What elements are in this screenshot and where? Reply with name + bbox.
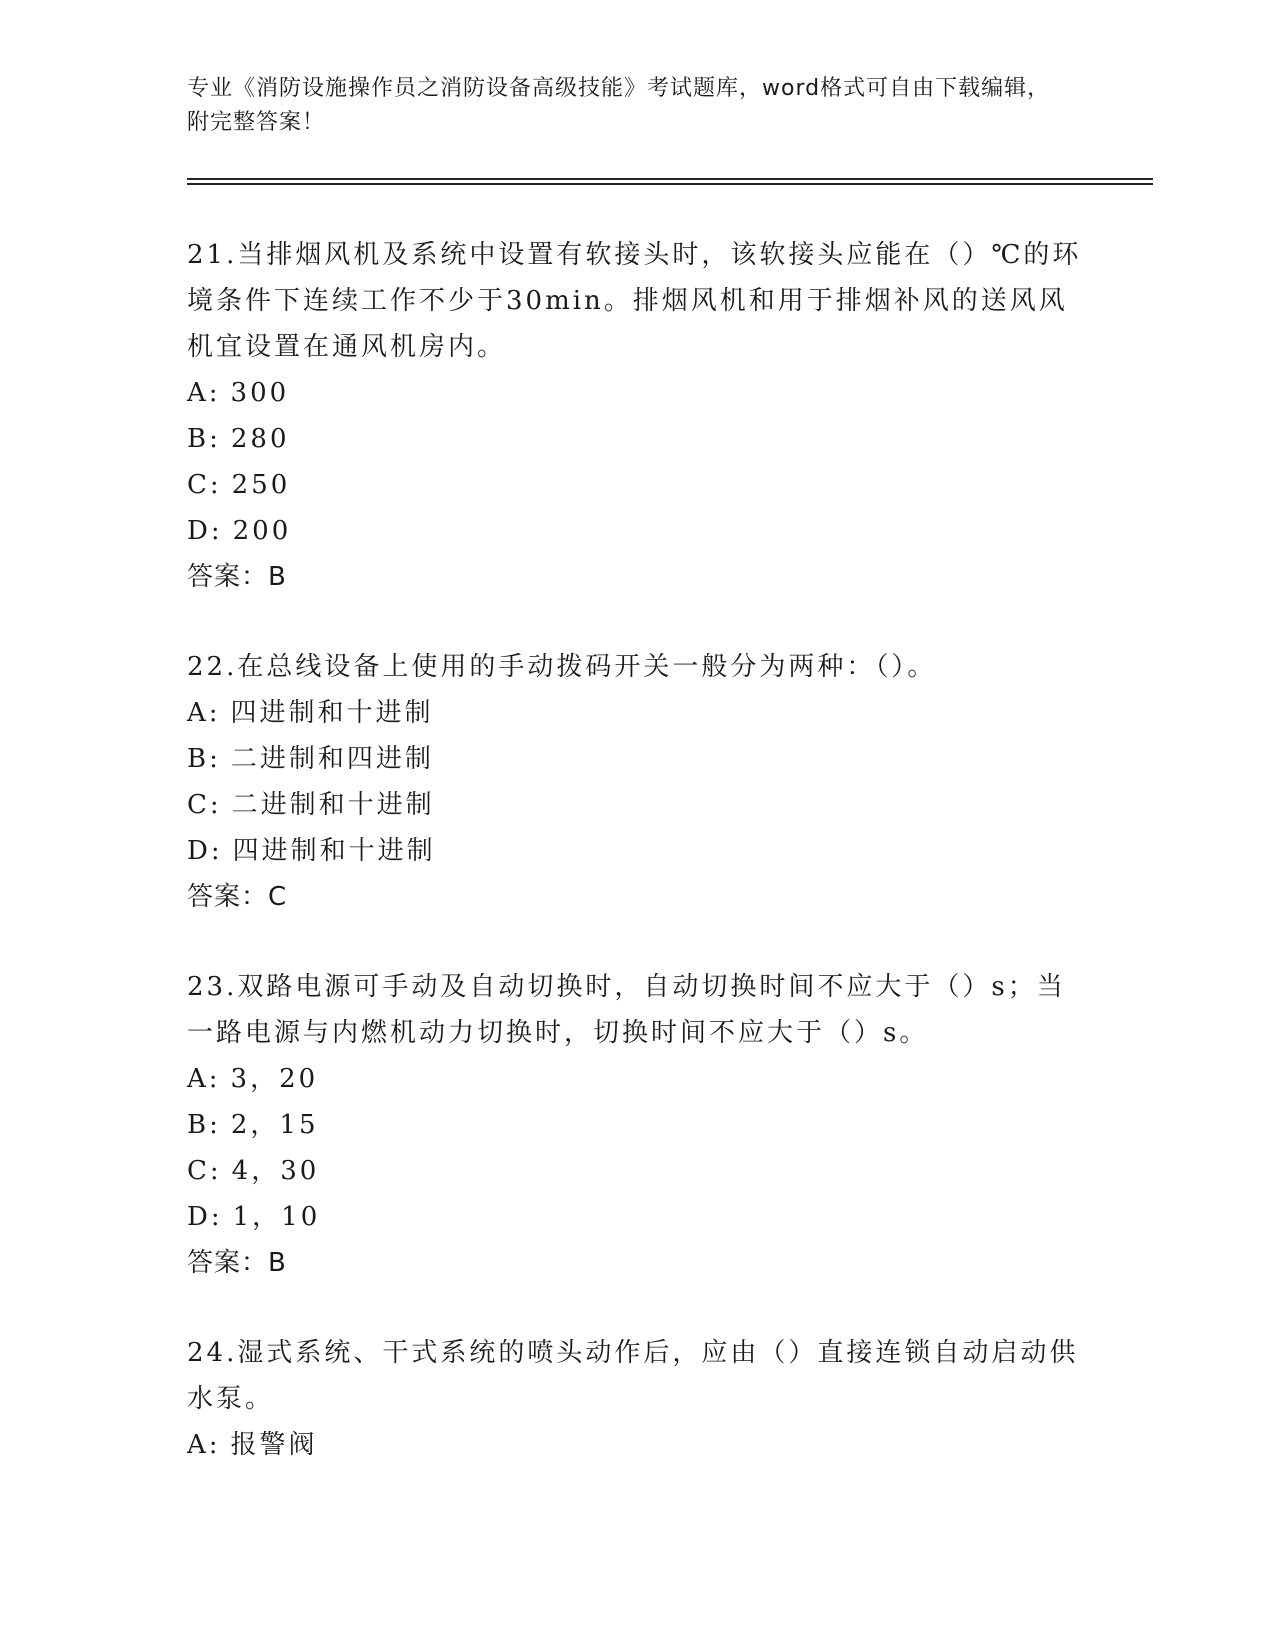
option-key: C [187, 1156, 210, 1186]
option-key: B [187, 744, 210, 774]
question-stem: 24.湿式系统、干式系统的喷头动作后，应由（）直接连锁自动启动供水泵。 [187, 1338, 1079, 1414]
option-c: C : 250 [187, 462, 1087, 508]
option-key: D [187, 516, 211, 546]
option-key: A [187, 378, 209, 408]
question-list [187, 232, 1087, 1512]
option-key: A [187, 1430, 209, 1460]
option-key: B [187, 1110, 210, 1140]
option-c: C : 二进制和十进制 [187, 782, 1087, 828]
option-key: D [187, 836, 211, 866]
option-d: D : 200 [187, 508, 1087, 554]
option-key: A [187, 1064, 209, 1094]
option-text: 3，20 [230, 1064, 319, 1094]
option-text: 200 [232, 516, 292, 546]
option-text: 二进制和十进制 [231, 790, 435, 820]
question-stem: 23.双路电源可手动及自动切换时，自动切换时间不应大于（）s；当一路电源与内燃机动力切换时，切换时间不应大于（）s。 [187, 972, 1066, 1048]
option-d: D : 1，10 [187, 1194, 1087, 1240]
option-text: 二进制和四进制 [230, 744, 434, 774]
option-key: C [187, 790, 210, 820]
header-divider-bottom [187, 183, 1153, 185]
option-key: D [187, 1202, 211, 1232]
option-a: A : 3，20 [187, 1056, 1087, 1102]
question-21 [187, 232, 1087, 600]
option-text: 四进制和十进制 [230, 698, 434, 728]
option-key: A [187, 698, 209, 728]
option-b: B : 2，15 [187, 1102, 1087, 1148]
answer-line: 答案：B [187, 562, 287, 592]
header-divider-top [187, 178, 1153, 180]
option-b: B : 280 [187, 416, 1087, 462]
option-text: 报警阀 [230, 1430, 318, 1460]
option-text: 四进制和十进制 [232, 836, 436, 866]
option-text: 2，15 [230, 1110, 319, 1140]
option-text: 4，30 [231, 1156, 320, 1186]
question-24 [187, 1330, 1087, 1468]
answer-line: 答案：C [187, 882, 288, 912]
question-23 [187, 964, 1087, 1286]
question-22 [187, 644, 1087, 920]
option-key: C [187, 470, 210, 500]
question-stem: 22.在总线设备上使用的手动拨码开关一般分为两种：（）。 [187, 652, 937, 682]
option-text: 250 [231, 470, 291, 500]
option-a: A : 报警阀 [187, 1422, 1087, 1468]
option-text: 1，10 [232, 1202, 321, 1232]
option-key: B [187, 424, 210, 454]
question-stem: 21.当排烟风机及系统中设置有软接头时，该软接头应能在（）℃的环境条件下连续工作不少于30min。排烟风机和用于排烟补风的送风风机宜设置在通风机房内。 [187, 240, 1082, 362]
option-b: B : 二进制和四进制 [187, 736, 1087, 782]
option-d: D : 四进制和十进制 [187, 828, 1087, 874]
option-a: A : 四进制和十进制 [187, 690, 1087, 736]
option-text: 280 [230, 424, 290, 454]
answer-line: 答案：B [187, 1248, 287, 1278]
document-header: 专业《消防设施操作员之消防设备高级技能》考试题库，word格式可自由下载编辑，附完整答案！ [187, 76, 1051, 135]
option-c: C : 4，30 [187, 1148, 1087, 1194]
option-a: A : 300 [187, 370, 1087, 416]
option-text: 300 [230, 378, 290, 408]
